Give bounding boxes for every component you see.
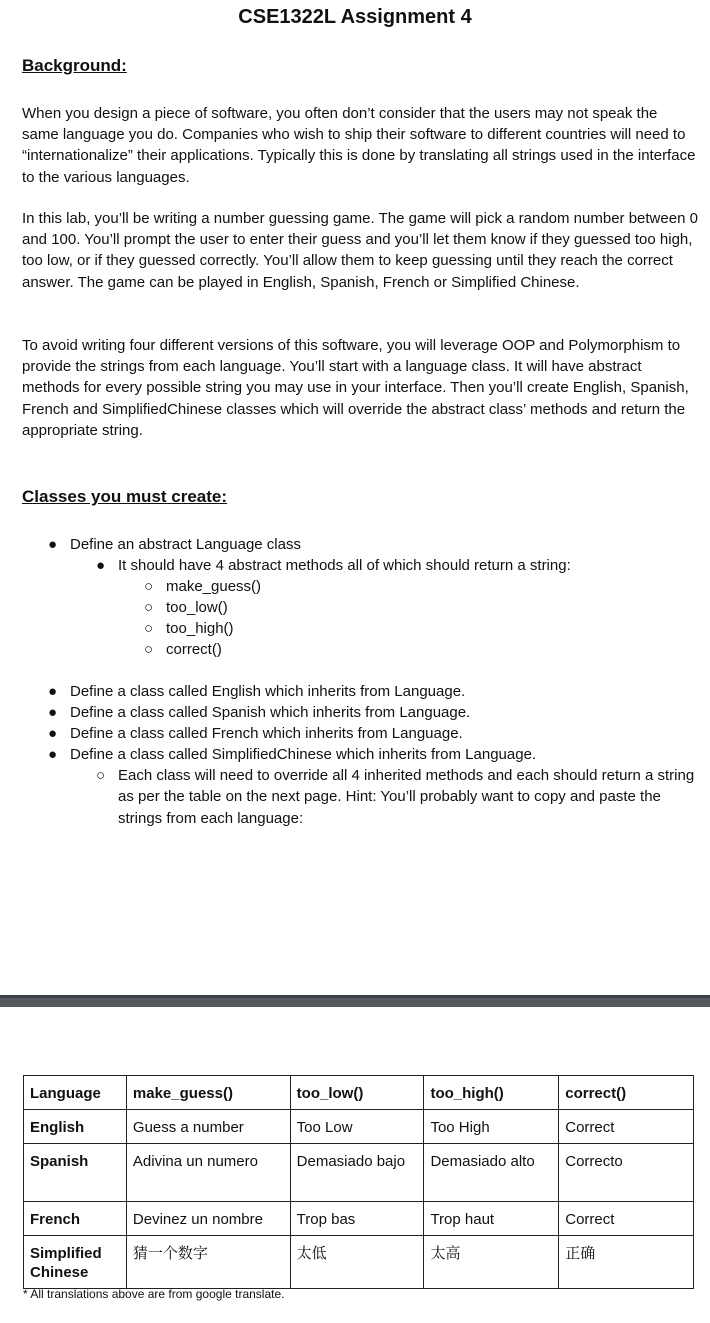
background-paragraph-1: When you design a piece of software, you often don’t consider that the users may not speak the same language you do. Companies who wish to ship their software to different countries will need to “internationalize” their applications. Typically this is done by translating all strings used in the interface to the various languages.: [22, 105, 696, 186]
table-cell: Trop haut: [424, 1202, 559, 1236]
document-title: CSE1322L Assignment 4: [238, 6, 472, 28]
circle-bullet-icon: ○: [96, 767, 106, 785]
table-cell: Correct: [559, 1202, 694, 1236]
bullet-icon: ●: [48, 725, 58, 743]
list-item: ○ Each class will need to override all 4 inherited methods and each should return a string as per the table on the next page. Hint: You’ll probably want to copy and paste the strings from each language:: [96, 767, 695, 827]
table-row: [24, 1144, 694, 1202]
table-cell: Devinez un nombre: [126, 1202, 290, 1236]
background-paragraph-2: In this lab, you’ll be writing a number guessing game. The game will pick a random number between 0 and 100. You’ll prompt the user to enter their guess and you’ll let them know if they guessed too high, too low, or if they guessed correctly. You’ll allow them to keep guessing until they reach the correct answer. The game can be played in English, Spanish, French or Simplified Chinese.: [22, 210, 698, 291]
table-cell: 太低: [290, 1236, 424, 1289]
table-cell: 猜一个数字: [126, 1236, 290, 1289]
table-cell: 太高: [424, 1236, 559, 1289]
table-cell: Trop bas: [290, 1202, 424, 1236]
background-heading: Background:: [22, 56, 127, 75]
table-cell: 正确: [559, 1236, 694, 1289]
circle-bullet-icon: ○: [144, 578, 154, 596]
list-item: ● Define a class called SimplifiedChinese which inherits from Language.: [48, 744, 698, 765]
bullet-icon: ●: [48, 704, 58, 722]
page-separator-edge: [0, 995, 710, 998]
column-header: too_high(): [424, 1076, 559, 1110]
background-paragraph-3: To avoid writing four different versions of this software, you will leverage OOP and Polymorphism to provide the strings from each language. You’ll start with a language class. It will have abstract methods for every possible string you may use in your interface. Then you’ll create English, Spanish, French and SimplifiedChinese classes which will override the abstract class’ methods and return the appropriate string.: [22, 337, 689, 439]
table-cell: French: [24, 1202, 127, 1236]
table-row: [24, 1202, 694, 1236]
method-item: ○ too_high(): [144, 618, 698, 639]
table-row: [24, 1236, 694, 1289]
subclass-list: [48, 681, 698, 829]
table-cell: Guess a number: [126, 1110, 290, 1144]
bullet-icon: ●: [48, 536, 58, 553]
list-item: ● It should have 4 abstract methods all of which should return a string:: [96, 555, 698, 576]
translation-table: [23, 1075, 694, 1289]
column-header: too_low(): [290, 1076, 424, 1110]
table-cell: Demasiado bajo: [290, 1144, 424, 1202]
table-header-row: [24, 1076, 694, 1110]
list-item: ● Define an abstract Language class: [48, 534, 698, 555]
table-cell: Demasiado alto: [424, 1144, 559, 1202]
classes-heading: Classes you must create:: [22, 487, 228, 506]
method-item: ○ make_guess(): [144, 576, 698, 597]
table-cell: Correcto: [559, 1144, 694, 1202]
table-cell: Spanish: [24, 1144, 127, 1202]
column-header: correct(): [559, 1076, 694, 1110]
bullet-icon: ●: [48, 683, 58, 700]
list-item: ● Define a class called Spanish which inherits from Language.: [48, 702, 698, 723]
method-item: ○ correct(): [144, 639, 698, 660]
bullet-icon: ●: [96, 557, 106, 575]
list-item: ● Define a class called French which inherits from Language.: [48, 723, 698, 744]
column-header: Language: [24, 1076, 127, 1110]
method-item: ○ too_low(): [144, 597, 698, 618]
table-cell: Correct: [559, 1110, 694, 1144]
table-cell: Simplified Chinese: [24, 1236, 127, 1289]
table-row: [24, 1110, 694, 1144]
bullet-icon: ●: [48, 746, 58, 764]
circle-bullet-icon: ○: [144, 599, 154, 617]
footnote: * All translations above are from google translate.: [23, 1287, 285, 1301]
table-cell: Too Low: [290, 1110, 424, 1144]
column-header: make_guess(): [126, 1076, 290, 1110]
circle-bullet-icon: ○: [144, 641, 154, 659]
table-cell: English: [24, 1110, 127, 1144]
table-cell: Too High: [424, 1110, 559, 1144]
circle-bullet-icon: ○: [144, 620, 154, 638]
abstract-class-list: [48, 534, 698, 661]
list-item: ● Define a class called English which inherits from Language.: [48, 681, 698, 702]
table-cell: Adivina un numero: [126, 1144, 290, 1202]
